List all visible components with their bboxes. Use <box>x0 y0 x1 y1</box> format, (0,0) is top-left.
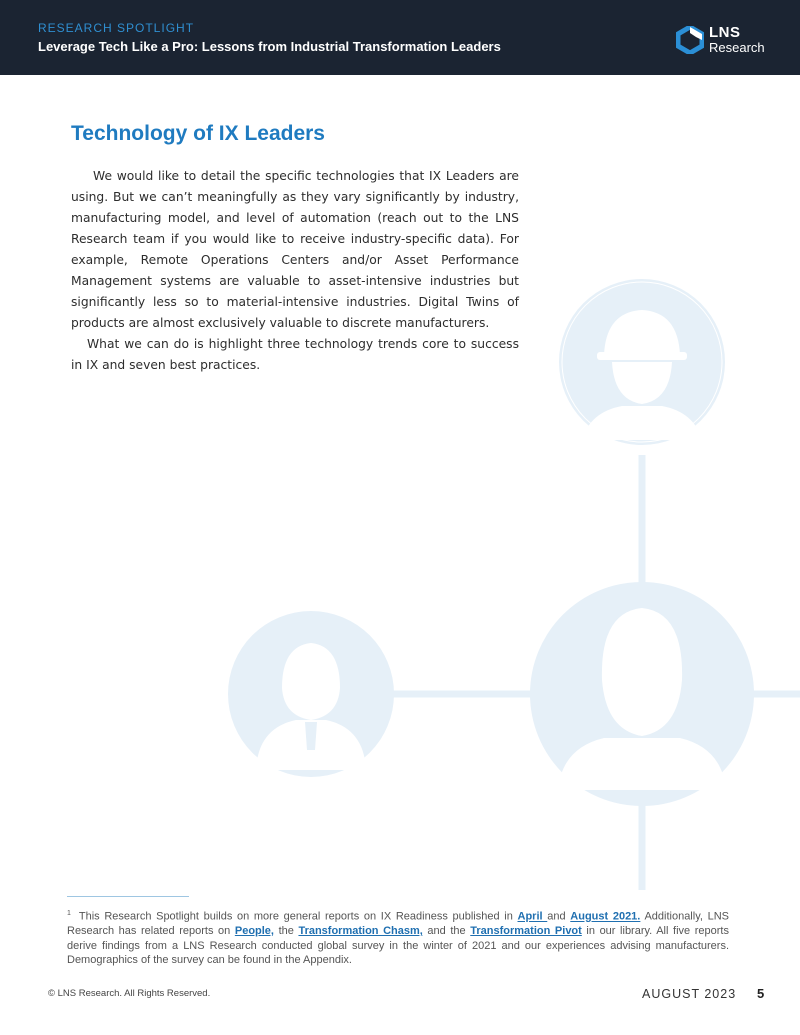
link-transformation-pivot[interactable]: Transformation Pivot <box>470 925 582 938</box>
footnote-text: This Research Spotlight builds on more general reports on IX Readiness published in <box>78 910 518 923</box>
header-title: Leverage Tech Like a Pro: Lessons from Industrial Transformation Leaders <box>38 39 501 54</box>
footnote-text: in our library. All five reports derive findings from a LNS Research conducted global survey in the winter of 2021 and our experiences advising manufacturers. Demographics of the survey can be found in the Appendix. <box>67 925 729 967</box>
link-april[interactable]: April <box>517 910 548 923</box>
footnote-number: 1 <box>67 910 71 917</box>
paragraph-2: What we can do is highlight three technology trends core to success in IX and seven best practices. <box>71 337 519 372</box>
page-number: 5 <box>757 986 765 1001</box>
link-people[interactable]: People, <box>234 925 274 938</box>
worker-hardhat-avatar-icon <box>559 279 725 445</box>
footnote-text: and <box>547 910 571 923</box>
header-kicker: RESEARCH SPOTLIGHT <box>38 21 195 35</box>
footnote-text: Additionally, LNS Research has related reports on <box>67 910 730 938</box>
body-text <box>71 166 519 376</box>
businessman-avatar-icon <box>228 611 394 777</box>
logo-text-lns: LNS <box>709 24 741 41</box>
link-august-2021[interactable]: August 2021. <box>570 910 641 923</box>
link-transformation-chasm[interactable]: Transformation Chasm, <box>298 925 423 938</box>
footnote-text: and the <box>422 925 471 938</box>
paragraph-1: We would like to detail the specific technologies that IX Leaders are using. But we can’t meaningfully as they vary significantly by industry, manufacturing model, and level of automation (reach out to the LNS Research team if you would like to receive industry-specific data). For example, Remote Operations Centers and/or Asset Performance Management systems are valuable to asset-intensive industries but significantly less so to material-intensive industries. Digital Twins of products are almost exclusively valuable to discrete manufacturers. <box>71 169 519 330</box>
footnote-text: the <box>273 925 299 938</box>
copyright-notice: © LNS Research. All Rights Reserved. <box>48 988 211 999</box>
publication-date: AUGUST 2023 <box>642 987 737 1001</box>
section-heading: Technology of IX Leaders <box>71 122 325 145</box>
footnote-divider <box>67 896 189 897</box>
footnote <box>67 907 729 968</box>
logo-text-research: Research <box>709 40 765 55</box>
engineer-avatar-icon <box>530 582 754 806</box>
